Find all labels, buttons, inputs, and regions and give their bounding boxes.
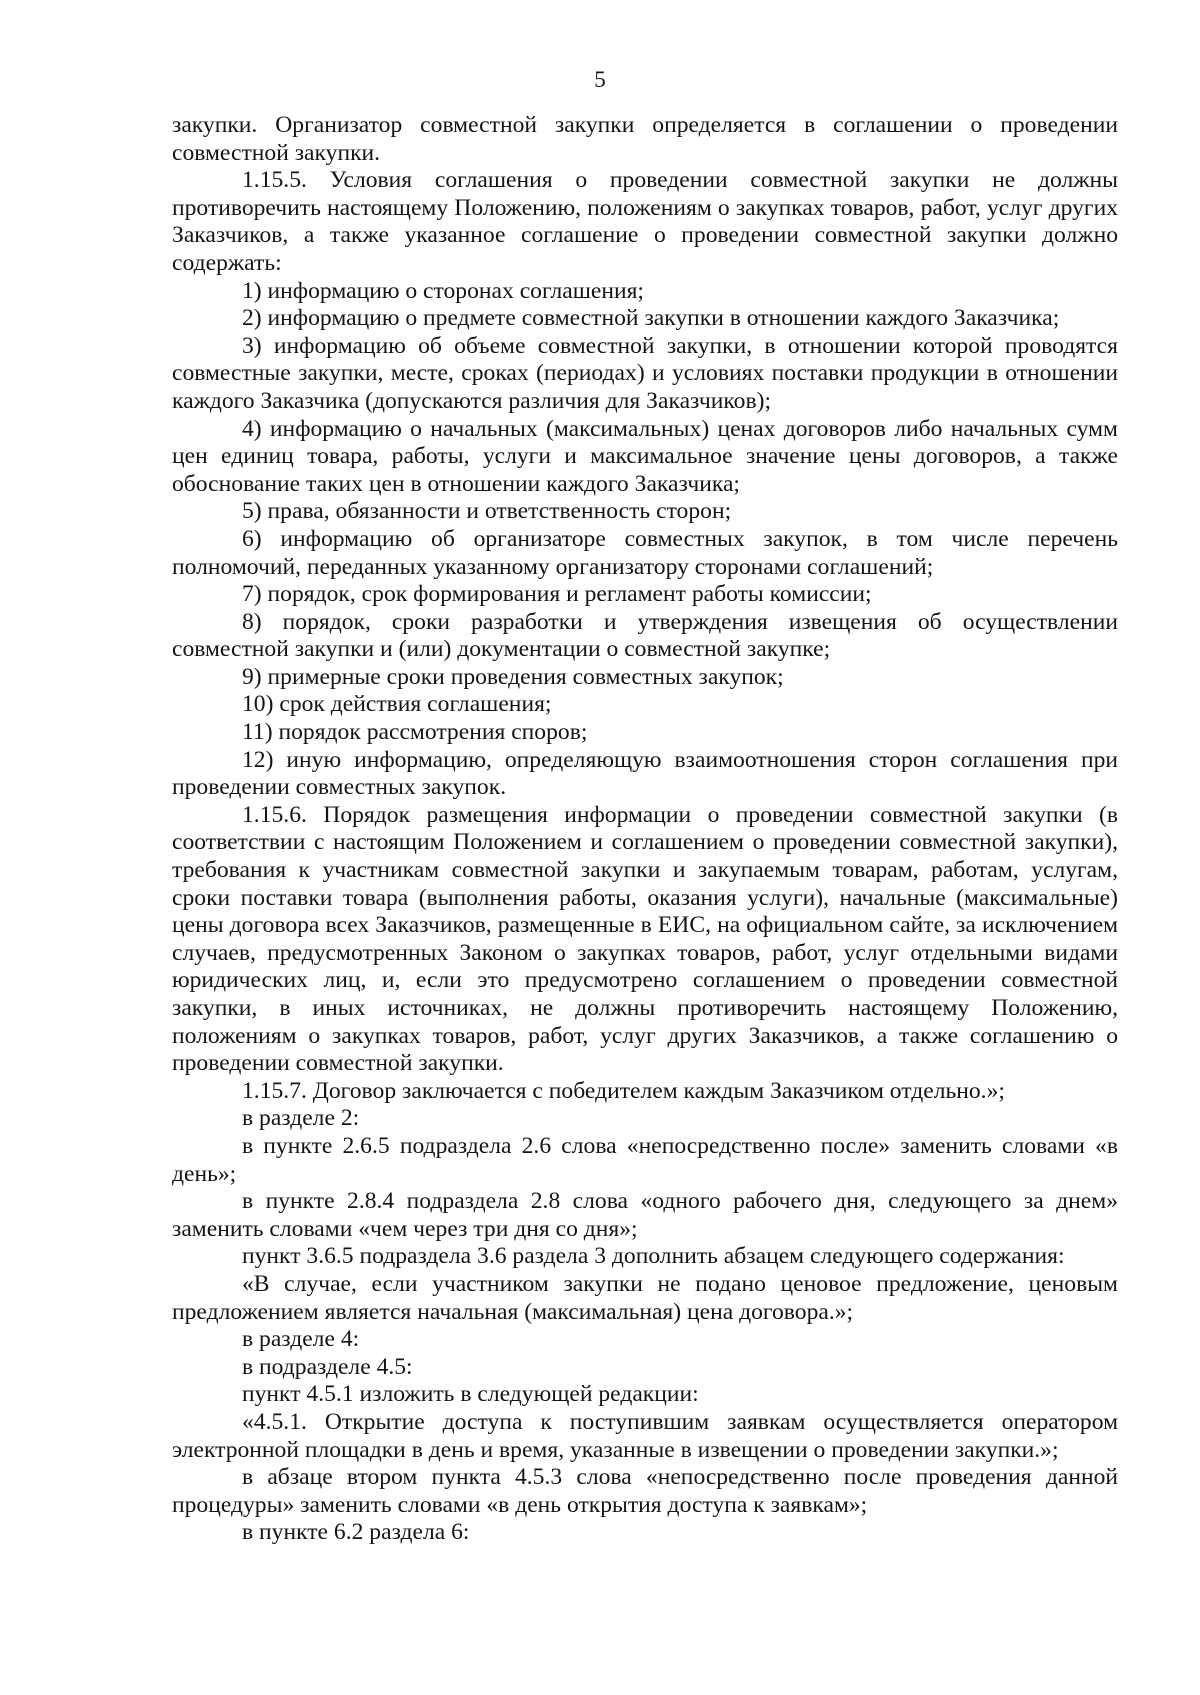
paragraph: в разделе 4: (242, 1326, 360, 1353)
paragraph: в пункте 2.6.5 подраздела 2.6 слова «непосредственно после» заменить словами «в день»; (172, 1132, 1118, 1187)
page-number: 5 (594, 67, 606, 92)
paragraph: 4) информацию о начальных (максимальных) ценах договоров либо начальных сумм цен единиц товара, работы, услуги и максимальное значение цены договоров, а также обоснование таких цен в отношении каждого Заказчика; (172, 415, 1118, 497)
paragraph: 3) информацию об объеме совместной закупки, в отношении которой проводятся совместные закупки, месте, сроках (периодах) и условиях поставки продукции в отношении каждого Заказчика (допускаются различия для Заказчиков); (172, 332, 1118, 414)
paragraph: 2) информацию о предмете совместной закупки в отношении каждого Заказчика; (242, 305, 1060, 332)
paragraph: в пункте 2.8.4 подраздела 2.8 слова «одного рабочего дня, следующего за днем» заменить словами «чем через три дня со дня»; (172, 1188, 1118, 1242)
paragraph: 8) порядок, сроки разработки и утверждения извещения об осуществлении совместной закупки и (или) документации о совместной закупке; (172, 608, 1118, 663)
paragraph: 1.15.6. Порядок размещения информации о проведении совместной закупки (в соответствии с настоящим Положением и соглашением о проведении совместной закупки), требования к участникам совместной закупки и закупаемым товарам, работам, услугам, сроки поставки товара (выполнения работы, оказания услуги), начальные (максимальные) цены договора всех Заказчиков, размещенные в ЕИС, на официальном сайте, за исключением случаев, предусмотренных Законом о закупках товаров, работ, услуг отдельными видами юридических лиц, и, если это предусмотрено соглашением о проведении совместной закупки, в иных источниках, не должны противоречить настоящему Положению, положениям о закупках товаров, работ, услуг других Заказчиков, а также соглашению о проведении совместной закупки. (172, 801, 1118, 1077)
paragraph: в абзаце втором пункта 4.5.3 слова «непосредственно после проведения данной процедуры» заменить словами «в день открытия доступа к заявкам»; (172, 1464, 1118, 1518)
paragraph: 7) порядок, срок формирования и регламент работы комиссии; (242, 581, 872, 608)
paragraph: 12) иную информацию, определяющую взаимоотношения сторон соглашения при проведении совместных закупок. (172, 746, 1118, 801)
paragraph: 9) примерные сроки проведения совместных закупок; (242, 663, 784, 690)
paragraph: в разделе 2: (242, 1105, 360, 1132)
paragraph: пункт 4.5.1 изложить в следующей редакции: (242, 1381, 699, 1408)
paragraph: 1.15.5. Условия соглашения о проведении совместной закупки не должны противоречить настоящему Положению, положениям о закупках товаров, работ, услуг других Заказчиков, а также указанное соглашение о проведении совместной закупки должно содержать: (172, 167, 1118, 276)
paragraph: в пункте 6.2 раздела 6: (242, 1519, 470, 1546)
paragraph: 11) порядок рассмотрения споров; (242, 719, 588, 746)
paragraph: 1) информацию о сторонах соглашения; (242, 277, 644, 304)
paragraph: 5) права, обязанности и ответственность сторон; (242, 498, 732, 525)
paragraph: 1.15.7. Договор заключается с победителем каждым Заказчиком отдельно.»; (242, 1077, 1005, 1104)
paragraph: в подразделе 4.5: (242, 1353, 413, 1380)
paragraph: пункт 3.6.5 подраздела 3.6 раздела 3 дополнить абзацем следующего содержания: (242, 1243, 1065, 1270)
paragraph: 6) информацию об организаторе совместных закупок, в том числе перечень полномочий, переданных указанному организатору сторонами соглашений; (172, 525, 1118, 580)
paragraph: 10) срок действия соглашения; (242, 691, 552, 718)
paragraph: «4.5.1. Открытие доступа к поступившим заявкам осуществляется оператором электронной площадки в день и время, указанные в извещении о проведении закупки.»; (172, 1408, 1118, 1463)
paragraph: «В случае, если участником закупки не подано ценовое предложение, ценовым предложением является начальная (максимальная) цена договора.»; (172, 1270, 1118, 1325)
paragraph: закупки. Организатор совместной закупки определяется в соглашении о проведении совместной закупки. (172, 112, 1118, 166)
document-body (172, 112, 1118, 1547)
